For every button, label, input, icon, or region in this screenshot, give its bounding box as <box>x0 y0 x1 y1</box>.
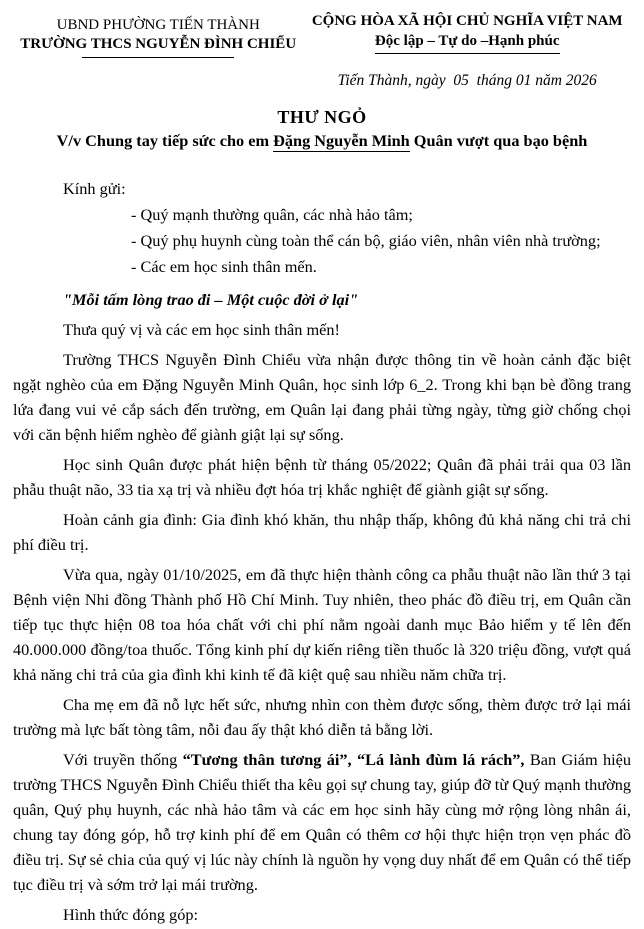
subject-prefix: V/v Chung tay tiếp sức cho em <box>56 131 274 150</box>
letter-title: THƯ NGỎ <box>277 107 367 127</box>
salutation-label: Kính gửi: <box>63 179 126 198</box>
recipient-item: - Các em học sinh thân mến. <box>131 257 317 276</box>
paragraph-family-situation: Hoàn cảnh gia đình: Gia đình khó khăn, thu nhập thấp, không đủ khả năng chi trả chi phí điều trị. <box>13 510 631 554</box>
donation-method-heading: Hình thức đóng góp: <box>63 905 198 924</box>
motto-quote: "Mỗi tấm lòng trao đi – Một cuộc đời ở lại" <box>63 290 359 309</box>
letterhead <box>13 12 631 90</box>
letter-subject <box>13 131 631 151</box>
place-date-line: Tiến Thành, ngày 05 tháng 01 năm 2026 <box>337 72 597 89</box>
recipient-item: - Quý phụ huynh cùng toàn thể cán bộ, giáo viên, nhân viên nhà trường; <box>131 231 601 250</box>
issuing-agency-block <box>13 12 303 58</box>
paragraph-appeal <box>13 747 631 897</box>
national-motto: Độc lập – Tự do –Hạnh phúc <box>375 32 560 54</box>
parent-agency-name: UBND PHƯỜNG TIẾN THÀNH <box>56 17 260 33</box>
appeal-prefix: Với truyền thống <box>63 750 183 769</box>
appeal-suffix: Ban Giám hiệu trường THCS Nguyễn Đình Chiểu thiết tha kêu gọi sự chung tay, giúp đỡ từ Quý mạnh thường quân, Quý phụ huynh, các nhà hảo tâm và các em học sinh hãy cùng mở rộng lòng nhân ái, chung tay đóng góp, hỗ trợ kinh phí để em Quân có thêm cơ hội thực hiện trọn vẹn phác đồ điều trị. Sự sẻ chia của quý vị lúc này chính là nguồn hy vọng duy nhất để em Quân có thể tiếp tục điều trị và sớm trở lại mái trường. <box>13 750 632 894</box>
appeal-tradition-bold: “Tương thân tương ái”, “Lá lành đùm lá rách”, <box>182 750 525 769</box>
letter-body <box>13 176 631 927</box>
national-motto-block <box>303 12 631 90</box>
subject-suffix: Quân vượt qua bạo bệnh <box>409 131 588 150</box>
paragraph-parents: Cha mẹ em đã nỗ lực hết sức, nhưng nhìn con thèm được sống, thèm được trở lại mái trường mà lực bất tòng tâm, nỗi đau ấy thật khó diễn tả bằng lời. <box>13 695 631 739</box>
school-name-underline <box>82 57 234 58</box>
recipient-item: - Quý mạnh thường quân, các nhà hảo tâm; <box>131 205 413 224</box>
greeting-line: Thưa quý vị và các em học sinh thân mến! <box>63 320 340 339</box>
recipient-list <box>131 202 631 280</box>
national-title: CỘNG HÒA XÃ HỘI CHỦ NGHĨA VIỆT NAM <box>311 13 623 29</box>
paragraph-intro: Trường THCS Nguyễn Đình Chiểu vừa nhận được thông tin về hoàn cảnh đặc biệt ngặt nghèo của em Đặng Nguyễn Minh Quân, học sinh lớp 6_2. Trong khi bạn bè đồng trang lứa đang vui vẻ cắp sách đến trường, em Quân lại đang phải từng ngày, từng giờ chống chọi với căn bệnh hiểm nghèo để giành giật lại sự sống. <box>13 350 631 444</box>
paragraph-illness-history: Học sinh Quân được phát hiện bệnh từ tháng 05/2022; Quân đã phải trải qua 03 lần phẫu thuật não, 33 tia xạ trị và nhiều đợt hóa trị khắc nghiệt để giành giật sự sống. <box>13 455 631 499</box>
student-name-underlined: Đặng Nguyễn Minh <box>273 131 410 150</box>
school-name: TRƯỜNG THCS NGUYỄN ĐÌNH CHIỂU <box>20 36 297 52</box>
paragraph-treatment-cost: Vừa qua, ngày 01/10/2025, em đã thực hiện thành công ca phẫu thuật não lần thứ 3 tại Bệnh viện Nhi đồng Thành phố Hồ Chí Minh. Tuy nhiên, theo phác đồ điều trị, em Quân cần tiếp tục thực hiện 08 toa hóa chất với chi phí nằm ngoài danh mục Bảo hiểm y tế lên đến 40.000.000 đồng/toa thuốc. Tổng kinh phí dự kiến riêng tiền thuốc là 320 triệu đồng, vượt quá khả năng chi trả của gia đình khi kinh tế đã kiệt quệ sau nhiều năm chữa trị. <box>13 565 631 684</box>
